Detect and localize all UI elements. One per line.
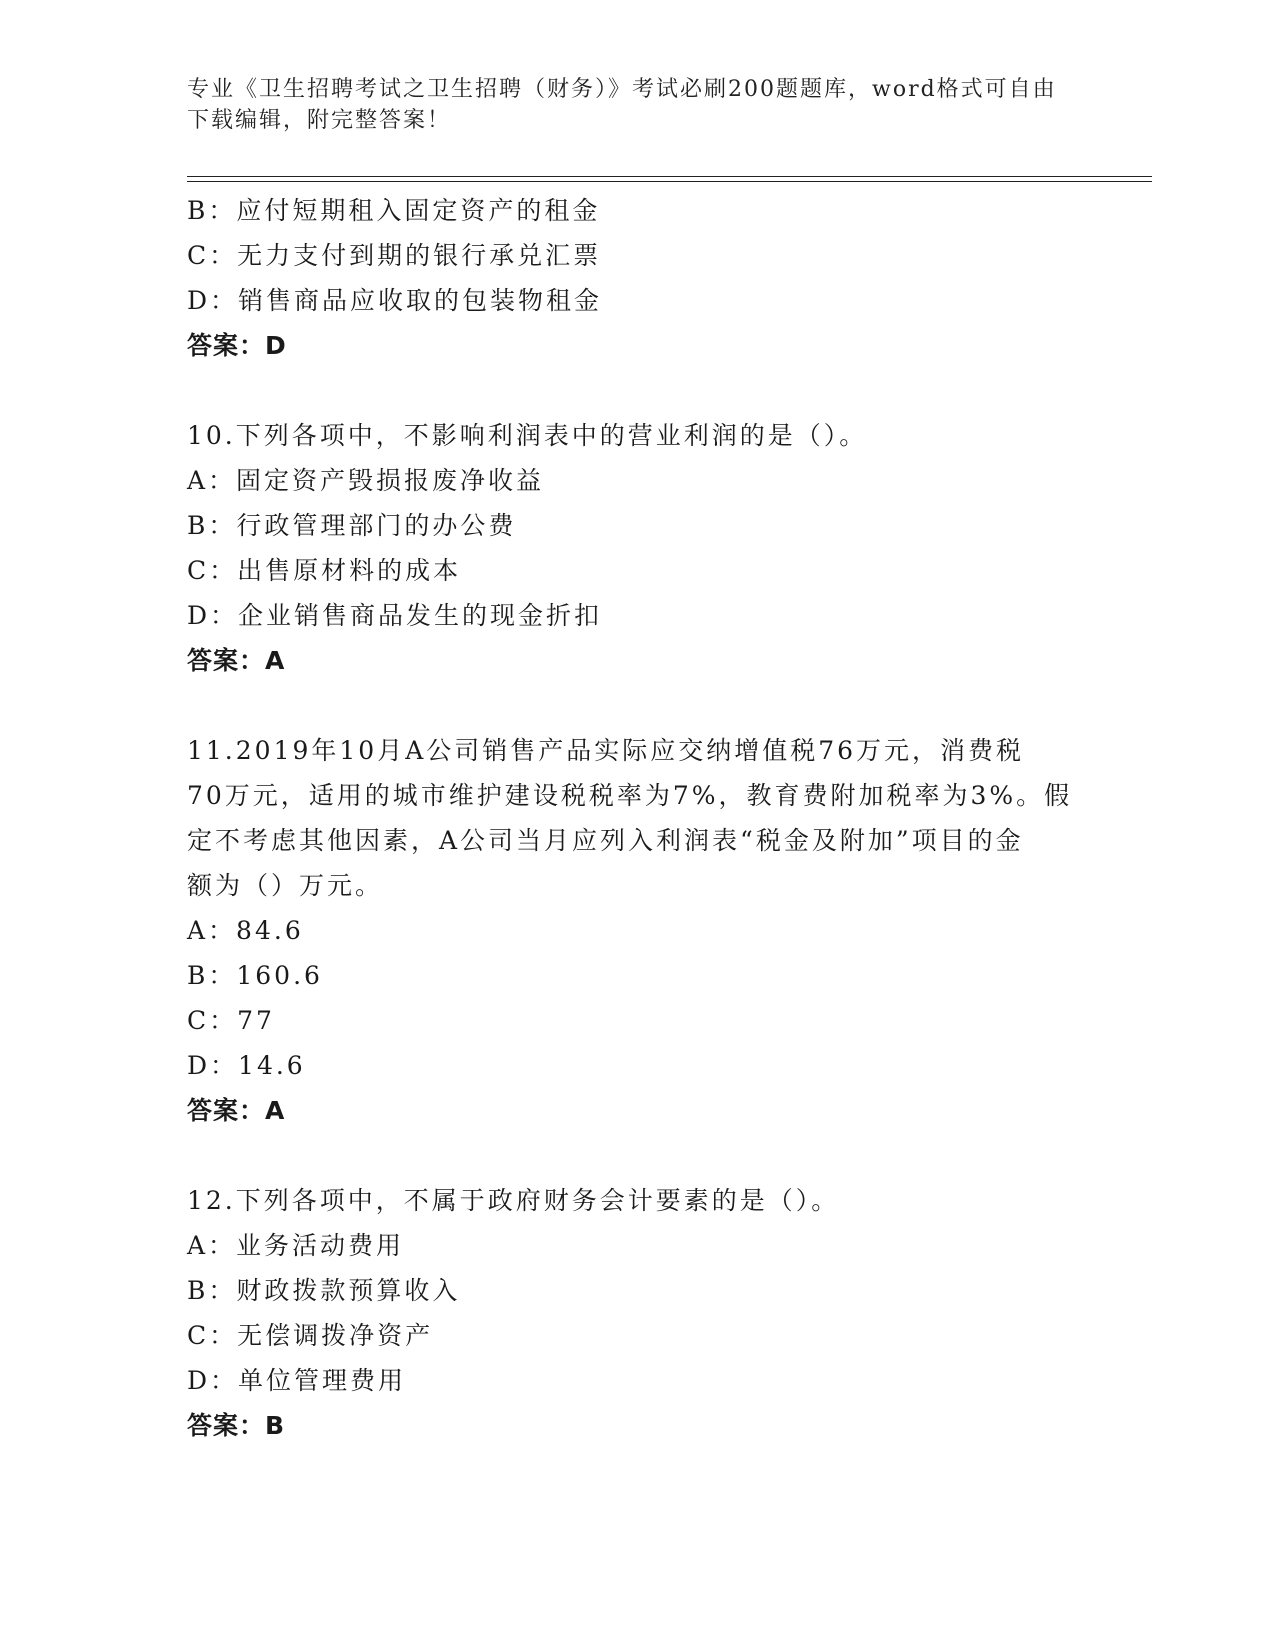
q11-option-c: C：77 xyxy=(187,1006,275,1035)
q11-stem-line2: 70万元，适用的城市维护建设税税率为7%，教育费附加税率为3%。假 xyxy=(187,781,1073,810)
q10-option-d: D：企业销售商品发生的现金折扣 xyxy=(187,601,603,630)
q11-answer: 答案：A xyxy=(187,1096,286,1125)
header-divider-top xyxy=(187,176,1152,177)
q12-option-a: A：业务活动费用 xyxy=(187,1231,405,1260)
q11-option-a: A：84.6 xyxy=(187,916,304,945)
q11-stem-line4: 额为（）万元。 xyxy=(187,871,384,900)
q12-option-b: B：财政拨款预算收入 xyxy=(187,1276,461,1305)
q9-option-d: D：销售商品应收取的包装物租金 xyxy=(187,286,603,315)
q11-stem-line1: 11.2019年10月A公司销售产品实际应交纳增值税76万元，消费税 xyxy=(187,736,1025,765)
q11-option-b: B：160.6 xyxy=(187,961,323,990)
q10-option-c: C：出售原材料的成本 xyxy=(187,556,462,585)
q9-answer: 答案：D xyxy=(187,331,287,360)
q10-stem: 10.下列各项中，不影响利润表中的营业利润的是（）。 xyxy=(187,421,868,450)
document-header: 专业《卫生招聘考试之卫生招聘（财务）》考试必刷200题题库，word格式可自由下载编辑，附完整答案！ xyxy=(187,77,1057,133)
q12-stem: 12.下列各项中，不属于政府财务会计要素的是（）。 xyxy=(187,1186,840,1215)
q9-option-b: B：应付短期租入固定资产的租金 xyxy=(187,196,601,225)
q11-stem-line3: 定不考虑其他因素，A公司当月应列入利润表“税金及附加”项目的金 xyxy=(187,826,1024,855)
q10-option-b: B：行政管理部门的办公费 xyxy=(187,511,517,540)
q12-option-c: C：无偿调拨净资产 xyxy=(187,1321,434,1350)
q10-option-a: A：固定资产毁损报废净收益 xyxy=(187,466,545,495)
header-divider-bottom xyxy=(187,181,1152,182)
q10-answer: 答案：A xyxy=(187,646,286,675)
q11-option-d: D：14.6 xyxy=(187,1051,306,1080)
q9-option-c: C：无力支付到期的银行承兑汇票 xyxy=(187,241,602,270)
q12-answer: 答案：B xyxy=(187,1411,286,1440)
q12-option-d: D：单位管理费用 xyxy=(187,1366,407,1395)
